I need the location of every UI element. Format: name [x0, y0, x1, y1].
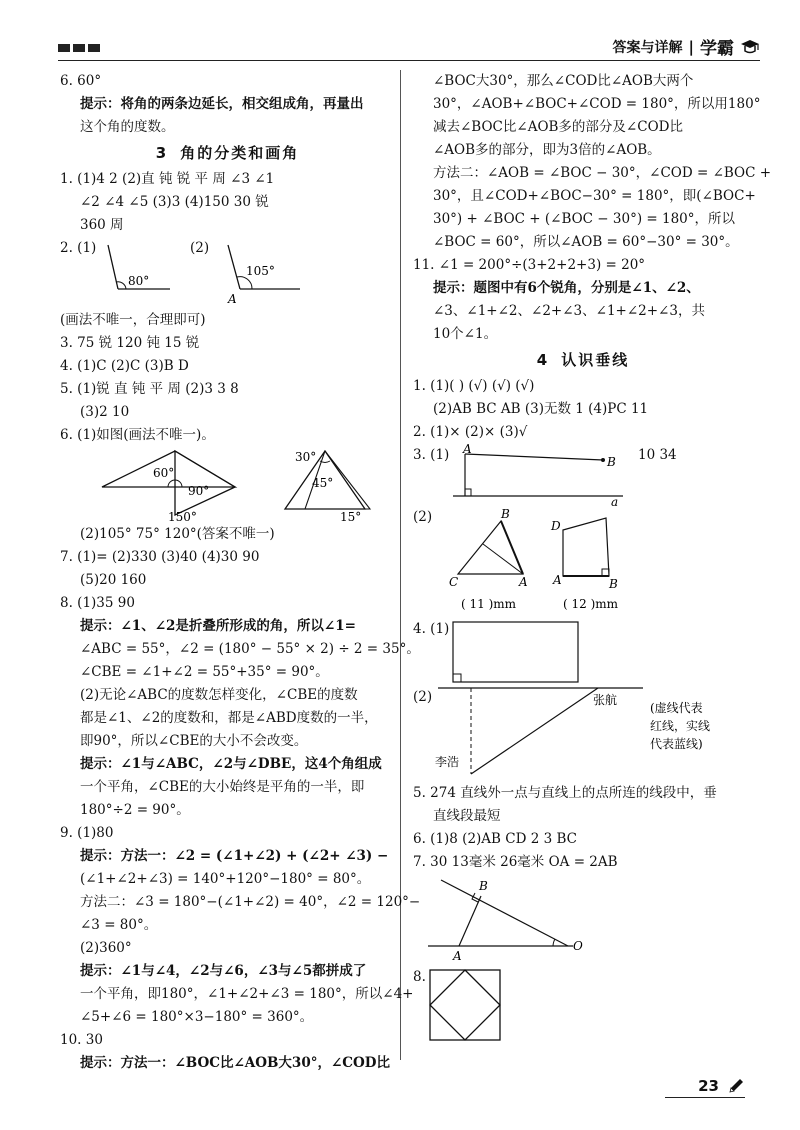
hint-line: 这个角的度数。 — [80, 119, 175, 135]
header-rule — [58, 60, 760, 61]
answer-line: ∠2 ∠4 ∠5 (3)3 (4)150 30 锐 — [80, 194, 269, 210]
page-footer — [698, 1077, 745, 1095]
answer-label: 4. (1) — [413, 621, 450, 637]
graduation-cap-icon — [740, 37, 760, 57]
answer-line: 4. (1)C (2)C (3)B D — [60, 358, 189, 374]
hint-line: 10个∠1。 — [433, 326, 498, 342]
answer-line: 3. 75 锐 120 钝 15 锐 — [60, 335, 200, 351]
legend-note: 红线，实线 — [650, 719, 711, 733]
answer-line: 6. (1)如图(画法不唯一)。 — [60, 427, 215, 443]
section-title-4 — [413, 349, 753, 372]
angle1-label: 80° — [128, 274, 150, 288]
hint-line: 方法二：∠AOB = ∠BOC − 30°，∠COD = ∠BOC + — [433, 165, 772, 181]
hint-line: 提示：方法一：∠2 = (∠1+∠2) + (∠2+ ∠3) − — [80, 848, 389, 864]
header-decoration — [58, 44, 100, 52]
header-title: 答案与详解 — [612, 39, 683, 56]
rectangle — [453, 622, 578, 682]
triangle-right — [175, 451, 235, 515]
answer-label: (2) — [413, 689, 433, 705]
hint-line: 提示：题图中有6个锐角，分别是∠1、∠2、 — [433, 280, 700, 296]
answer-label: (2) — [190, 240, 210, 256]
point-label: O — [573, 939, 583, 953]
point-label: B — [609, 577, 618, 591]
square-drawing — [413, 966, 753, 1046]
answer-line: 即90°，所以∠CBE的大小不会改变。 — [80, 733, 308, 749]
hint-line: ∠BOC = 60°，所以∠AOB = 60°−30° = 30°。 — [433, 234, 739, 250]
answer-line: 7. (1)= (2)330 (3)40 (4)30 90 — [60, 549, 260, 565]
answer-label: 2. (1) — [60, 240, 97, 256]
set-square-drawings — [60, 447, 395, 523]
angle1-ray-side — [108, 245, 118, 289]
answer-line: 6. (1)8 (2)AB CD 2 3 BC — [413, 831, 577, 847]
hint-line: 提示：∠1与∠4，∠2与∠6，∠3与∠5都拼成了 — [80, 963, 367, 979]
section-name: 认识垂线 — [561, 351, 630, 369]
section-name: 角的分类和画角 — [180, 144, 300, 162]
hint-line: 减去∠BOC比∠AOB多的部分及∠COD比 — [433, 119, 683, 135]
answer-line: (2)360° — [80, 940, 132, 956]
measurement-drawings — [413, 506, 753, 618]
hint-line: ∠AOB多的部分，即为3倍的∠AOB。 — [433, 142, 661, 158]
hint-line: 一个平角，即180°，∠1+∠2+∠3 = 180°，所以∠4+ — [80, 986, 414, 1002]
hint-line: 提示：将角的两条边延长，相交组成角，再量出 — [80, 96, 364, 112]
perpendicular-drawing — [413, 444, 753, 506]
footer-rule — [665, 1097, 745, 1098]
answer-line: 11. ∠1 = 200°÷(3+2+2+3) = 20° — [413, 257, 646, 273]
angle2-ray-side — [228, 245, 240, 289]
answer-line: (2)AB BC AB (3)无数 1 (4)PC 11 — [433, 401, 649, 417]
page-number: 23 — [698, 1077, 719, 1095]
figure-7 — [413, 874, 753, 966]
point-label: A — [453, 949, 462, 963]
answer-label: 3. (1) — [413, 447, 450, 463]
point-label: C — [449, 575, 459, 589]
angle-label: 60° — [153, 466, 175, 480]
page-header — [58, 30, 760, 60]
angle-label: 45° — [312, 476, 334, 490]
figure-8 — [413, 966, 753, 1046]
header-right — [613, 34, 760, 59]
angle-o-arc — [553, 939, 555, 946]
point-label: B — [501, 507, 510, 521]
measurement-caption: ( 11 )mm — [461, 597, 517, 611]
figure-6-set-squares — [60, 447, 395, 523]
hint-line: ∠BOC大30°，那么∠COD比∠AOB大两个 — [433, 73, 694, 89]
hint-line: 180°÷2 = 90°。 — [80, 802, 190, 818]
angle-arc-45 — [320, 461, 330, 462]
answer-line: (2)105° 75° 120°(答案不唯一) — [80, 526, 275, 542]
hint-line: ∠5+∠6 = 180°×3−180° = 360°。 — [80, 1009, 314, 1025]
inner-square — [430, 970, 500, 1040]
hint-line: 30°，∠AOB+∠BOC+∠COD = 180°，所以用180° — [433, 96, 761, 112]
hint-line: 方法二：∠3 = 180°−(∠1+∠2) = 40°，∠2 = 120°− — [80, 894, 421, 910]
triangle-abc — [458, 521, 523, 574]
hint-line: 提示：∠1、∠2是折叠所形成的角，所以∠1= — [80, 618, 356, 634]
answer-line: 1. (1)4 2 (2)直 钝 锐 平 周 ∠3 ∠1 — [60, 171, 275, 187]
hint-line: 一个平角，∠CBE的大小始终是平角的一半，即 — [80, 779, 365, 795]
person-label: 李浩 — [435, 755, 460, 769]
angle-o-drawing — [413, 874, 753, 966]
answer-line: (2)无论∠ABC的度数怎样变化，∠CBE的度数 — [80, 687, 358, 703]
segment-ab — [459, 896, 481, 946]
answer-label: 8. — [413, 969, 426, 985]
point-label: A — [463, 444, 472, 456]
hint-line: ∠CBE = ∠1+∠2 = 55°+35° = 90°。 — [80, 664, 329, 680]
answer-note: (画法不唯一，合理即可) — [60, 312, 206, 328]
hint-line: 提示：∠1与∠ABC，∠2与∠DBE，这4个角组成 — [80, 756, 382, 772]
solid-route — [471, 688, 598, 774]
answer-line: 6. 60° — [60, 73, 102, 89]
point-b — [601, 458, 605, 462]
answer-label: (2) — [413, 509, 433, 525]
answer-line: 5. 274 直线外一点与直线上的点所连的线段中，垂 — [413, 785, 717, 801]
section-number: 4 — [536, 351, 550, 369]
answer-line: 7. 30 13毫米 26毫米 OA = 2AB — [413, 854, 618, 870]
header-brand: 学霸 — [700, 39, 734, 59]
pencil-icon — [727, 1077, 745, 1095]
angle-label: 15° — [340, 510, 362, 523]
hint-line: 30°) + ∠BOC + (∠BOC − 30°) = 180°，所以 — [433, 211, 736, 227]
answer-line: 8. (1)35 90 — [60, 595, 135, 611]
answer-line: 5. (1)锐 直 钝 平 周 (2)3 3 8 — [60, 381, 239, 397]
route-drawing — [413, 686, 753, 782]
right-angle-mark — [465, 489, 471, 496]
figure-3-1 — [413, 444, 753, 506]
angle-label: 150° — [168, 510, 197, 523]
answer-value: 10 34 — [638, 447, 677, 463]
left-column — [60, 70, 421, 1075]
figure-3-2 — [413, 506, 753, 618]
right-angle-mark — [453, 674, 461, 682]
person-label: 张航 — [593, 693, 618, 707]
right-angle-mark — [602, 569, 609, 576]
point-label: A — [553, 573, 562, 587]
figure-4-2 — [413, 686, 753, 782]
angle2-label: 105° — [246, 264, 275, 278]
answer-line: 2. (1)× (2)× (3)√ — [413, 424, 528, 440]
rectangle-drawing — [413, 618, 753, 686]
point-label: A — [228, 292, 237, 306]
header-separator: | — [688, 37, 694, 56]
answer-line: (5)20 160 — [80, 572, 147, 588]
quadrilateral-abcd — [563, 518, 609, 576]
figure-2-angles — [60, 237, 395, 309]
point-label: B — [479, 879, 488, 893]
line-label: a — [611, 495, 619, 506]
figure-4-1 — [413, 618, 753, 686]
right-column — [413, 70, 772, 1046]
angle-label: 30° — [295, 450, 317, 464]
legend-note: 代表蓝线) — [650, 737, 703, 751]
answer-line: (3)2 10 — [80, 404, 130, 420]
legend-note: (虚线代表 — [650, 701, 703, 715]
measurement-caption: ( 12 )mm — [563, 597, 619, 611]
point-label: A — [519, 575, 528, 589]
section-title-3 — [60, 142, 395, 165]
section-number: 3 — [155, 144, 169, 162]
hint-line: ∠3、∠1+∠2、∠2+∠3、∠1+∠2+∠3，共 — [433, 303, 705, 319]
answer-line: 360 周 — [80, 217, 124, 233]
answer-line: 9. (1)80 — [60, 825, 114, 841]
hint-line: ∠ABC = 55°，∠2 = (180° − 55° × 2) ÷ 2 = 35°。 — [80, 641, 420, 657]
ray-ob — [441, 880, 568, 946]
hint-line: 提示：方法一：∠BOC比∠AOB大30°，∠COD比 — [80, 1055, 390, 1071]
hint-line: ∠3 = 80°。 — [80, 917, 158, 933]
answer-line: 都是∠1、∠2的度数和，都是∠ABD度数的一半， — [80, 710, 378, 726]
hint-line: (∠1+∠2+∠3) = 140°+120°−180° = 80°。 — [80, 871, 371, 887]
point-label: B — [607, 455, 616, 469]
point-label: D — [551, 519, 561, 533]
angle-label: 90° — [188, 484, 210, 498]
answer-line: 10. 30 — [60, 1032, 103, 1048]
angle-drawings — [60, 237, 395, 309]
outer-square — [430, 970, 500, 1040]
answer-line: 直线段最短 — [433, 808, 501, 824]
hint-line: 30°，且∠COD+∠BOC−30° = 180°，即(∠BOC+ — [433, 188, 756, 204]
segment-ab — [465, 454, 603, 460]
answer-line: 1. (1)( ) (√) (√) (√) — [413, 378, 535, 394]
